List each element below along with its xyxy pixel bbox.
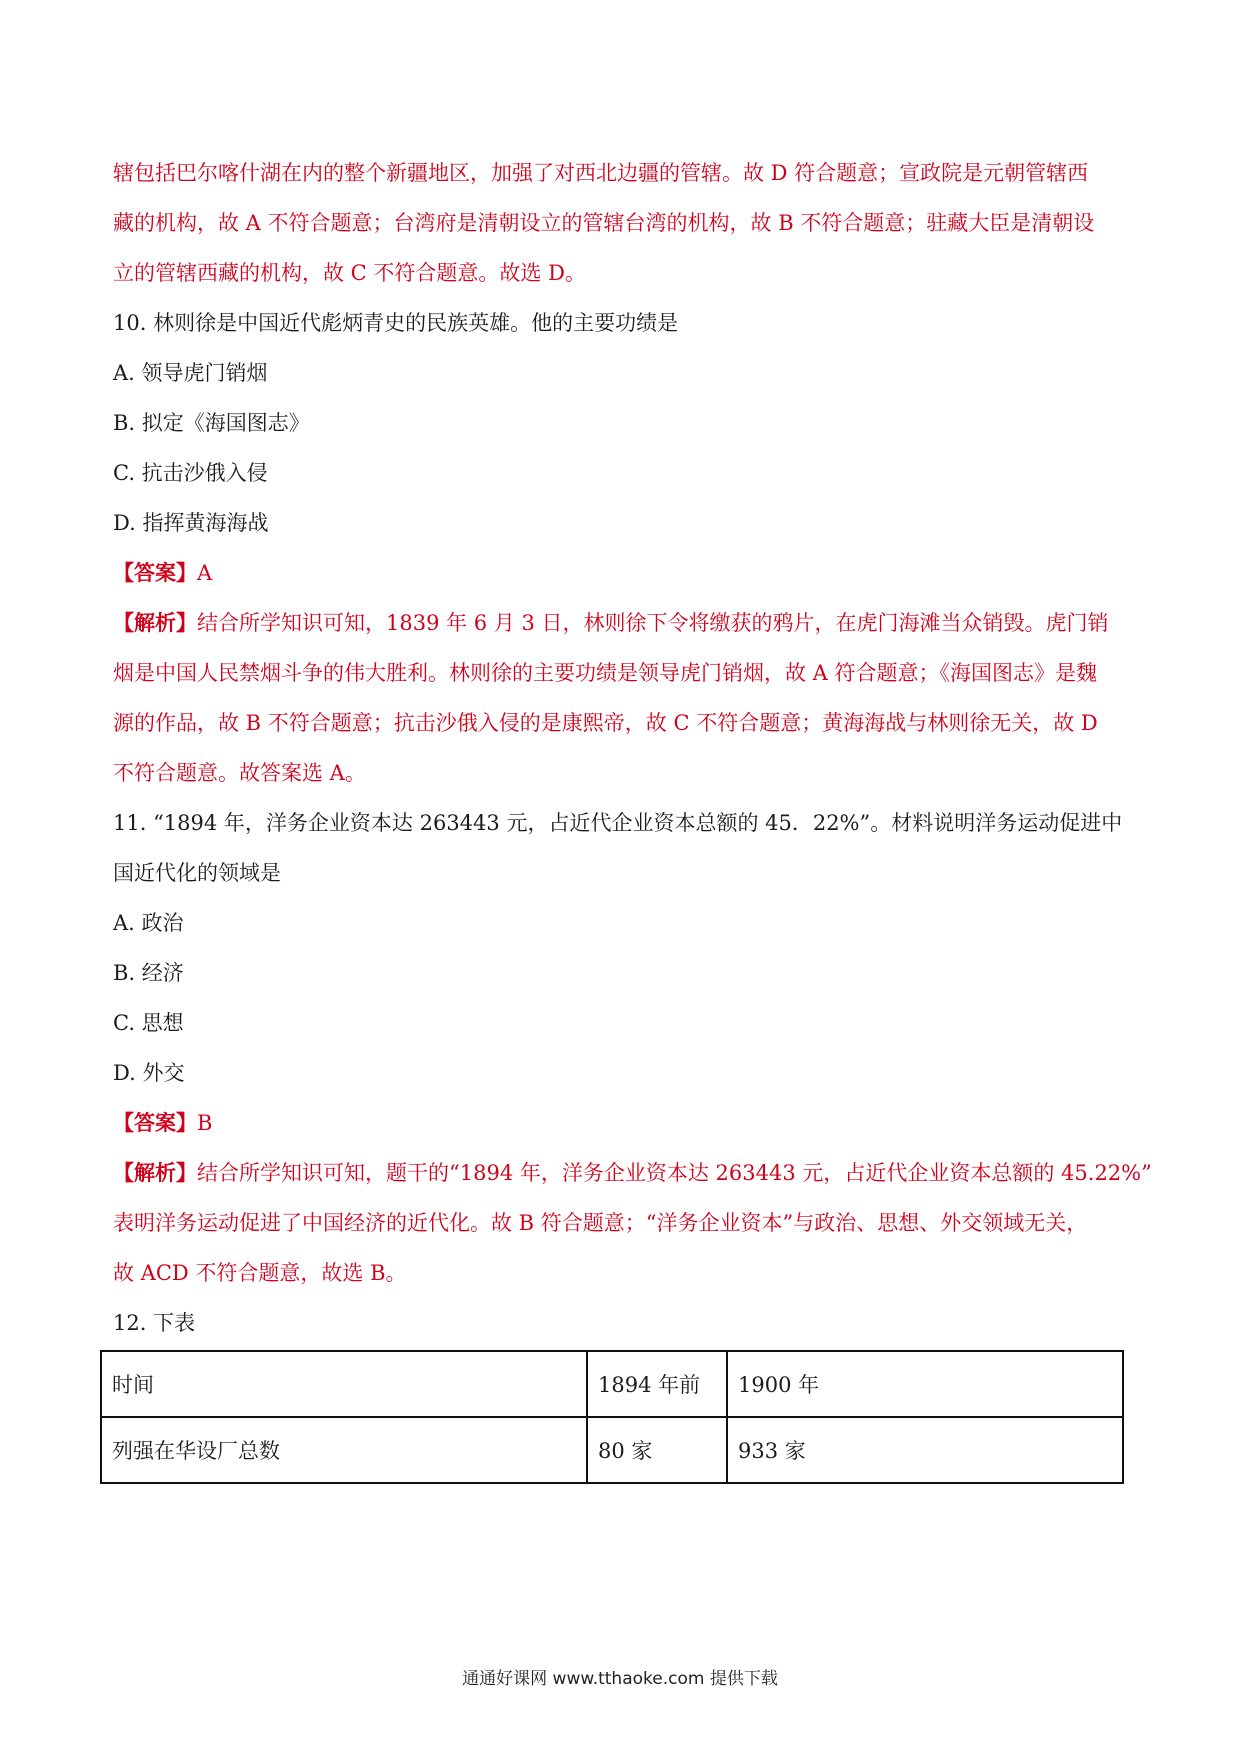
table-cell: 列强在华设厂总数: [101, 1417, 587, 1483]
prev-explanation-line: 藏的机构，故 A 不符合题意；台湾府是清朝设立的管辖台湾的机构，故 B 不符合题意；驻藏大臣是清朝设: [113, 211, 1095, 235]
q11-answer: [113, 1108, 212, 1138]
answer-value: A: [197, 561, 213, 585]
q10-analysis-line: 不符合题意。故答案选 A。: [113, 761, 366, 785]
q10-analysis-line: 烟是中国人民禁烟斗争的伟大胜利。林则徐的主要功绩是领导虎门销烟，故 A 符合题意；《海国图志》是魏: [113, 661, 1098, 685]
table-cell: 933 家: [727, 1417, 1123, 1483]
q10-option-c: C. 抗击沙俄入侵: [113, 461, 268, 485]
q12-stem: 12. 下表: [113, 1311, 196, 1335]
q10-option-a: A. 领导虎门销烟: [113, 361, 268, 385]
analysis-text: 结合所学知识可知，题干的“1894 年，洋务企业资本达 263443 元，占近代企业资本总额的 45.22%”: [197, 1161, 1152, 1185]
q11-option-d: D. 外交: [113, 1061, 185, 1085]
q11-analysis-line: [113, 1158, 1152, 1188]
table-cell: 1894 年前: [587, 1351, 727, 1417]
q10-stem: 10. 林则徐是中国近代彪炳青史的民族英雄。他的主要功绩是: [113, 311, 679, 335]
q11-option-a: A. 政治: [113, 911, 184, 935]
q11-stem: 11. “1894 年，洋务企业资本达 263443 元，占近代企业资本总额的 45．22%”。材料说明洋务运动促进中: [113, 811, 1123, 835]
q11-option-b: B. 经济: [113, 961, 184, 985]
q12-table: [100, 1350, 1124, 1484]
q10-option-d: D. 指挥黄海海战: [113, 511, 269, 535]
prev-explanation-line: 辖包括巴尔喀什湖在内的整个新疆地区，加强了对西北边疆的管辖。故 D 符合题意；宣政院是元朝管辖西: [113, 161, 1089, 185]
q11-analysis-line: 表明洋务运动促进了中国经济的近代化。故 B 符合题意；“洋务企业资本”与政治、思想、外交领域无关，: [113, 1211, 1088, 1235]
table-row: [101, 1351, 1123, 1417]
analysis-text: 结合所学知识可知，1839 年 6 月 3 日，林则徐下令将缴获的鸦片，在虎门海滩当众销毁。虎门销: [197, 611, 1109, 635]
analysis-tag: 【解析】: [113, 1160, 197, 1185]
q11-analysis-line: 故 ACD 不符合题意，故选 B。: [113, 1261, 407, 1285]
answer-value: B: [197, 1111, 213, 1135]
table-cell: 时间: [101, 1351, 587, 1417]
q11-option-c: C. 思想: [113, 1011, 184, 1035]
answer-tag: 【答案】: [113, 1110, 197, 1135]
table-row: [101, 1417, 1123, 1483]
page-footer: 通通好课网 www.tthaoke.com 提供下载: [462, 1669, 778, 1689]
prev-explanation-line: 立的管辖西藏的机构，故 C 不符合题意。故选 D。: [113, 261, 586, 285]
q10-analysis-line: 源的作品，故 B 不符合题意；抗击沙俄入侵的是康熙帝，故 C 不符合题意；黄海海战与林则徐无关，故 D: [113, 711, 1098, 735]
q10-answer: [113, 558, 212, 588]
q10-option-b: B. 拟定《海国图志》: [113, 411, 310, 435]
q10-analysis-line: [113, 608, 1109, 638]
table-cell: 80 家: [587, 1417, 727, 1483]
table-cell: 1900 年: [727, 1351, 1123, 1417]
q11-stem: 国近代化的领域是: [113, 861, 281, 885]
analysis-tag: 【解析】: [113, 610, 197, 635]
answer-tag: 【答案】: [113, 560, 197, 585]
